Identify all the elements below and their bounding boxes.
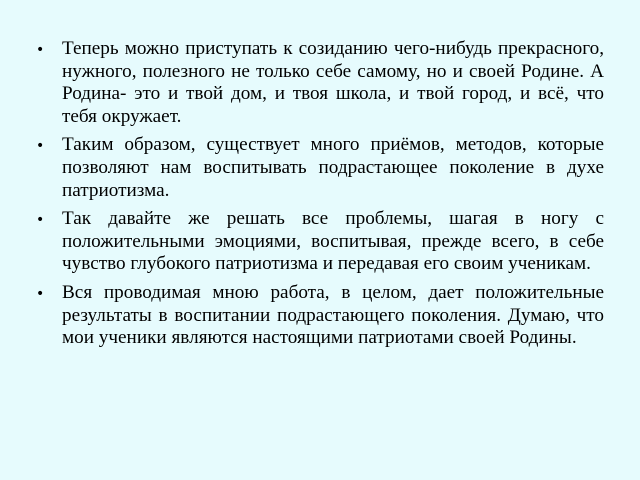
bullet-item-3 (36, 208, 604, 276)
bullet-icon: • (36, 212, 45, 229)
bullet-text: Теперь можно приступать к созиданию чего-нибудь прекрасного, нужного, полезного не только себе самому, но и своей Родине. А Родина- это и твой дом, и твоя школа, и твой город, и всё, что тебя окружает. (62, 38, 604, 127)
bullet-list (36, 38, 604, 356)
bullet-text: Вся проводимая мною работа, в целом, дает положительные результаты в воспитании подрастающего поколения. Думаю, что мои ученики являются настоящими патриотами своей Родины. (62, 281, 604, 349)
bullet-icon: • (36, 285, 45, 302)
bullet-item-2 (36, 134, 604, 202)
bullet-text: Так давайте же решать все проблемы, шагая в ногу с положительными эмоциями, воспитывая, прежде всего, в себе чувство глубокого патриотизма и передавая его своим ученикам. (62, 208, 604, 275)
bullet-item-4 (36, 282, 604, 350)
bullet-icon: • (36, 138, 45, 155)
bullet-item-1 (36, 38, 604, 128)
bullet-icon: • (36, 42, 45, 58)
bullet-text: Таким образом, существует много приёмов, методов, которые позволяют нам воспитывать подрастающее поколение в духе патриотизма. (62, 134, 604, 201)
